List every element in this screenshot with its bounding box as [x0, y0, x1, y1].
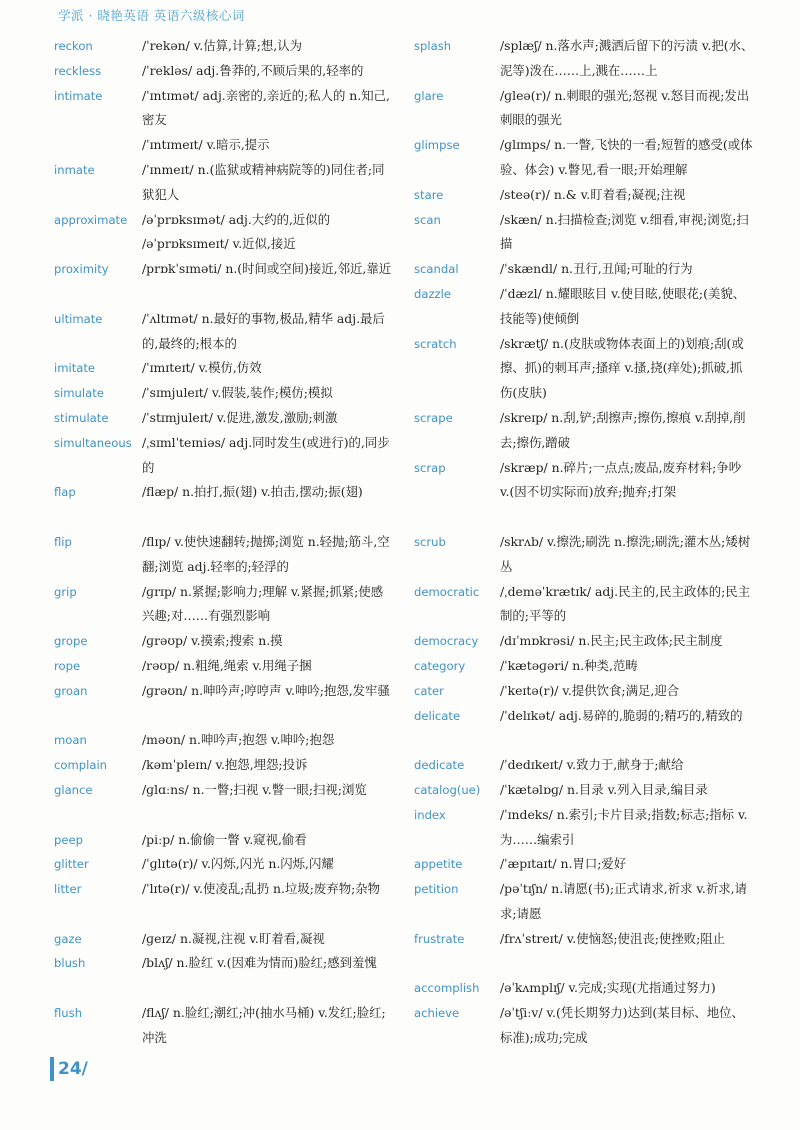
- definition: /ˈdelɪkət/ adj.易碎的,脆弱的;精巧的,精致的: [500, 707, 743, 723]
- definition: /skreɪp/ n.刮,铲;刮擦声;擦伤,擦痕 v.刮掉,削去;擦伤,蹭破: [500, 409, 746, 450]
- definition: /əˈtʃiːv/ v.(凭长期努力)达到(某目标、地位、标准);成功;完成: [500, 1005, 744, 1045]
- vocab-entry: [54, 406, 394, 431]
- headword: imitate: [54, 361, 96, 376]
- headword: proximity: [54, 262, 109, 277]
- vocab-entry: [54, 59, 394, 84]
- vocab-entry: [54, 1001, 394, 1051]
- headword: appetite: [414, 857, 463, 872]
- vocab-entry: [414, 629, 754, 654]
- vocab-entry: [54, 158, 394, 208]
- definition: /ɡlɑːns/ n.一瞥;扫视 v.瞥一眼;扫视;浏览: [142, 781, 367, 797]
- headword: catalog(ue): [414, 782, 481, 797]
- vocab-entry: [414, 84, 754, 134]
- headword: achieve: [414, 1006, 460, 1021]
- vocab-entry: [54, 654, 394, 679]
- headword: inmate: [54, 162, 95, 177]
- headword: scandal: [414, 262, 459, 277]
- vocab-entry: [54, 356, 394, 381]
- headword: stimulate: [54, 410, 109, 425]
- headword: reckless: [54, 63, 102, 78]
- vocab-entry: [414, 530, 754, 580]
- vocab-entry: [54, 208, 394, 233]
- definition: /ˈsɪmjuleɪt/ v.假装,装作;模仿;模拟: [142, 385, 333, 401]
- vocab-entry: [414, 852, 754, 877]
- vocab-entry: [414, 133, 754, 183]
- definition: /flʌʃ/ n.脸红;潮红;冲(抽水马桶) v.发红;脸红;冲洗: [142, 1005, 386, 1045]
- headword: scan: [414, 212, 441, 227]
- vocab-entry: [414, 34, 754, 84]
- headword: rope: [54, 658, 81, 673]
- definition: /ɡrəʊn/ n.呻吟声;哼哼声 v.呻吟;抱怨,发牢骚: [142, 682, 390, 698]
- definition: /splæʃ/ n.落水声;溅洒后留下的污渍 v.把(水、泥等)泼在……上,溅在……上: [500, 38, 754, 78]
- vocab-entry: [414, 183, 754, 208]
- vocab-entry: [54, 852, 394, 877]
- right-column: [414, 34, 754, 1051]
- definition: /əˈprɒksɪmeɪt/ v.近似,接近: [142, 236, 296, 252]
- headword: gaze: [54, 931, 82, 946]
- headword: cater: [414, 683, 444, 698]
- definition: /ˈrekləs/ adj.鲁莽的,不顾后果的,轻率的: [142, 62, 364, 78]
- vocab-entry: [54, 431, 394, 481]
- headword: glimpse: [414, 138, 460, 153]
- definition: /rəʊp/ n.粗绳,绳索 v.用绳子捆: [142, 657, 312, 673]
- headword: simultaneous: [54, 435, 132, 450]
- headword: simulate: [54, 386, 104, 401]
- vocab-entry: [54, 679, 394, 729]
- definition: /ˌsɪmlˈteɪniəs/ adj.同时发生(或进行)的,同步的: [142, 434, 390, 475]
- definition: /ˈæpɪtaɪt/ n.胃口;爱好: [500, 856, 627, 872]
- definition: /flæp/ n.拍打,振(翅) v.拍击,摆动;振(翅): [142, 484, 363, 500]
- headword: accomplish: [414, 981, 480, 996]
- vocab-entry: [414, 406, 754, 456]
- definition: /ɡrəʊp/ v.摸索;搜索 n.摸: [142, 633, 283, 649]
- headword: democratic: [414, 584, 480, 599]
- definition: /ˈdedɪkeɪt/ v.致力于,献身于;献给: [500, 757, 684, 773]
- vocab-entry: [54, 84, 394, 134]
- vocab-entry: [54, 951, 394, 1001]
- definition: /ɡlɪmps/ n.一瞥,飞快的一看;短暂的感受(或体验、体会) v.瞥见,看一眼;开始理解: [500, 137, 753, 177]
- headword: peep: [54, 832, 83, 847]
- header-text: 学派 · 晓艳英语 英语六级核心词: [58, 8, 245, 23]
- vocab-entry: [54, 480, 394, 530]
- definition: /məʊn/ n.呻吟声;抱怨 v.呻吟;抱怨: [142, 732, 335, 748]
- headword: moan: [54, 733, 87, 748]
- headword: grope: [54, 634, 88, 649]
- headword: glare: [414, 88, 444, 103]
- headword: dazzle: [414, 286, 451, 301]
- definition: /ˌdeməˈkrætɪk/ adj.民主的,民主政体的;民主制的;平等的: [500, 583, 751, 624]
- definition: /flɪp/ v.使快速翻转;抛掷;浏览 n.轻抛;筋斗,空翻;浏览 adj.轻率的;轻浮的: [142, 533, 390, 574]
- vocab-entry: [54, 307, 394, 357]
- vocab-entry: [414, 580, 754, 630]
- vocab-entry: [414, 208, 754, 258]
- definition: /skrʌb/ v.擦洗;刷洗 n.擦洗;刷洗;灌木丛;矮树丛: [500, 533, 751, 574]
- vocab-entry: [54, 34, 394, 59]
- headword: approximate: [54, 212, 128, 227]
- vocab-entry: [414, 332, 754, 406]
- page-header: [58, 6, 758, 28]
- vocab-entry: [54, 728, 394, 753]
- headword: splash: [414, 39, 452, 53]
- headword: flap: [54, 485, 76, 500]
- definition: /ˈlɪtə(r)/ v.使凌乱;乱扔 n.垃圾;废弃物;杂物: [142, 881, 381, 897]
- definition: /ˈkætəlɒɡ/ n.目录 v.列入目录,编目录: [500, 781, 708, 797]
- vocab-entry: [54, 381, 394, 406]
- vocab-entry: [414, 679, 754, 704]
- headword: scrape: [414, 410, 453, 425]
- headword: intimate: [54, 88, 103, 103]
- vocab-entry: [414, 877, 754, 927]
- vocab-entry: [414, 282, 754, 332]
- headword: scrub: [414, 534, 446, 549]
- vocab-entry: [414, 778, 754, 803]
- definition: /ˈɪntɪmeɪt/ v.暗示,提示: [142, 137, 270, 153]
- definition: /frʌˈstreɪt/ v.使恼怒;使沮丧;使挫败;阻止: [500, 930, 726, 946]
- vocab-entry: [54, 257, 394, 307]
- definition: /skrætʃ/ n.(皮肤或物体表面上的)划痕;刮(或擦、抓)的刺耳声;搔痒 v.搔,挠(痒处);抓破,抓伤(皮肤): [500, 335, 744, 401]
- vocab-entry: [54, 927, 394, 952]
- vocab-entry: [54, 753, 394, 778]
- definition: /əˈprɒksɪmət/ adj.大约的,近似的: [142, 211, 331, 227]
- vocab-entry: [54, 828, 394, 853]
- vocab-entry: [414, 753, 754, 778]
- headword: delicate: [414, 708, 461, 723]
- headword: litter: [54, 882, 82, 897]
- headword: frustrate: [414, 931, 465, 946]
- vocab-entry: [414, 927, 754, 977]
- definition: /piːp/ n.偷偷一瞥 v.窥视,偷看: [142, 831, 307, 847]
- vocab-entry: [54, 580, 394, 630]
- definition: /ˈɡlɪtə(r)/ v.闪烁,闪光 n.闪烁,闪耀: [142, 856, 334, 872]
- definition: /ˈʌltɪmət/ n.最好的事物,极品,精华 adj.最后的,最终的;根本的: [142, 310, 385, 351]
- definition: /ɡleə(r)/ n.刺眼的强光;怒视 v.怒目而视;发出刺眼的强光: [500, 87, 750, 128]
- headword: democracy: [414, 634, 479, 649]
- headword: grip: [54, 584, 77, 599]
- definition: /ˈɪndeks/ n.索引;卡片目录;指数;标志;指标 v.为……编索引: [500, 806, 748, 847]
- headword: index: [414, 807, 446, 822]
- vocab-entry: [54, 530, 394, 580]
- headword: stare: [414, 187, 444, 202]
- vocab-entry: [54, 629, 394, 654]
- headword: scratch: [414, 336, 457, 351]
- headword: petition: [414, 882, 459, 897]
- definition: /ɡrɪp/ n.紧握;影响力;理解 v.紧握;抓紧;使感兴趣;对……有强烈影响: [142, 583, 384, 624]
- definition: /blʌʃ/ n.脸红 v.(因难为情而)脸红;感到羞愧: [142, 955, 377, 971]
- definition: /əˈkʌmplɪʃ/ v.完成;实现(尤指通过努力): [500, 980, 716, 996]
- page-number-text: 24/: [58, 1059, 88, 1079]
- definition: /pəˈtɪʃn/ n.请愿(书);正式请求,祈求 v.祈求,请求;请愿: [500, 881, 747, 921]
- headword: groan: [54, 683, 88, 698]
- definition: /skræp/ n.碎片;一点点;废品,废弃材料;争吵 v.(因不切实际而)放弃;抛弃;打架: [500, 459, 742, 500]
- definition: /ɡeɪz/ n.凝视,注视 v.盯着看,凝视: [142, 930, 325, 946]
- headword: complain: [54, 758, 108, 773]
- headword: reckon: [54, 39, 93, 53]
- definition: /steə(r)/ n.& v.盯着看;凝视;注视: [500, 186, 686, 202]
- vocab-entry: [414, 1001, 754, 1051]
- definition: /skæn/ n.扫描检查;浏览 v.细看,审视;浏览;扫描: [500, 211, 749, 252]
- headword: blush: [54, 956, 86, 971]
- vocab-entry: [54, 877, 394, 927]
- vocab-entry: [54, 232, 394, 257]
- headword: glance: [54, 782, 93, 797]
- left-column: [54, 34, 394, 1051]
- definition: /ˈɪmɪteɪt/ v.模仿,仿效: [142, 360, 262, 376]
- headword: ultimate: [54, 311, 103, 326]
- definition: /dɪˈmɒkrəsi/ n.民主;民主政体;民主制度: [500, 633, 723, 649]
- vocab-entry: [414, 976, 754, 1001]
- headword: category: [414, 658, 466, 673]
- definition: /prɒkˈsɪməti/ n.(时间或空间)接近,邻近,靠近: [142, 261, 392, 277]
- definition: /ˈdæzl/ n.耀眼眩目 v.使目眩,使眼花;(美貌、技能等)使倾倒: [500, 285, 746, 326]
- definition: /kəmˈpleɪn/ v.抱怨,埋怨;投诉: [142, 757, 308, 773]
- vocab-entry: [414, 803, 754, 853]
- vocab-entry: [54, 133, 394, 158]
- definition: /ˈrekən/ v.估算,计算;想,认为: [142, 38, 303, 53]
- definition: /ˈstɪmjuleɪt/ v.促进,激发,激励;刺激: [142, 409, 338, 425]
- headword: scrap: [414, 460, 446, 475]
- definition: /ˈɪntɪmət/ adj.亲密的,亲近的;私人的 n.知己,密友: [142, 87, 390, 128]
- page-number: [50, 1057, 88, 1081]
- headword: glitter: [54, 857, 89, 872]
- headword: dedicate: [414, 758, 465, 773]
- vocab-entry: [414, 654, 754, 679]
- vocab-entry: [54, 778, 394, 828]
- headword: flush: [54, 1006, 83, 1021]
- vocab-entry: [414, 456, 754, 530]
- definition: /ˈskændl/ n.丑行,丑闻;可耻的行为: [500, 261, 693, 277]
- definition: /ˈkeɪtə(r)/ v.提供饮食;满足,迎合: [500, 682, 680, 698]
- definition: /ˈɪnmeɪt/ n.(监狱或精神病院等的)同住者;同狱犯人: [142, 161, 385, 202]
- headword: flip: [54, 534, 72, 549]
- vocab-entry: [414, 257, 754, 282]
- definition: /ˈkætəɡəri/ n.种类,范畴: [500, 657, 638, 673]
- vocab-entry: [414, 704, 754, 754]
